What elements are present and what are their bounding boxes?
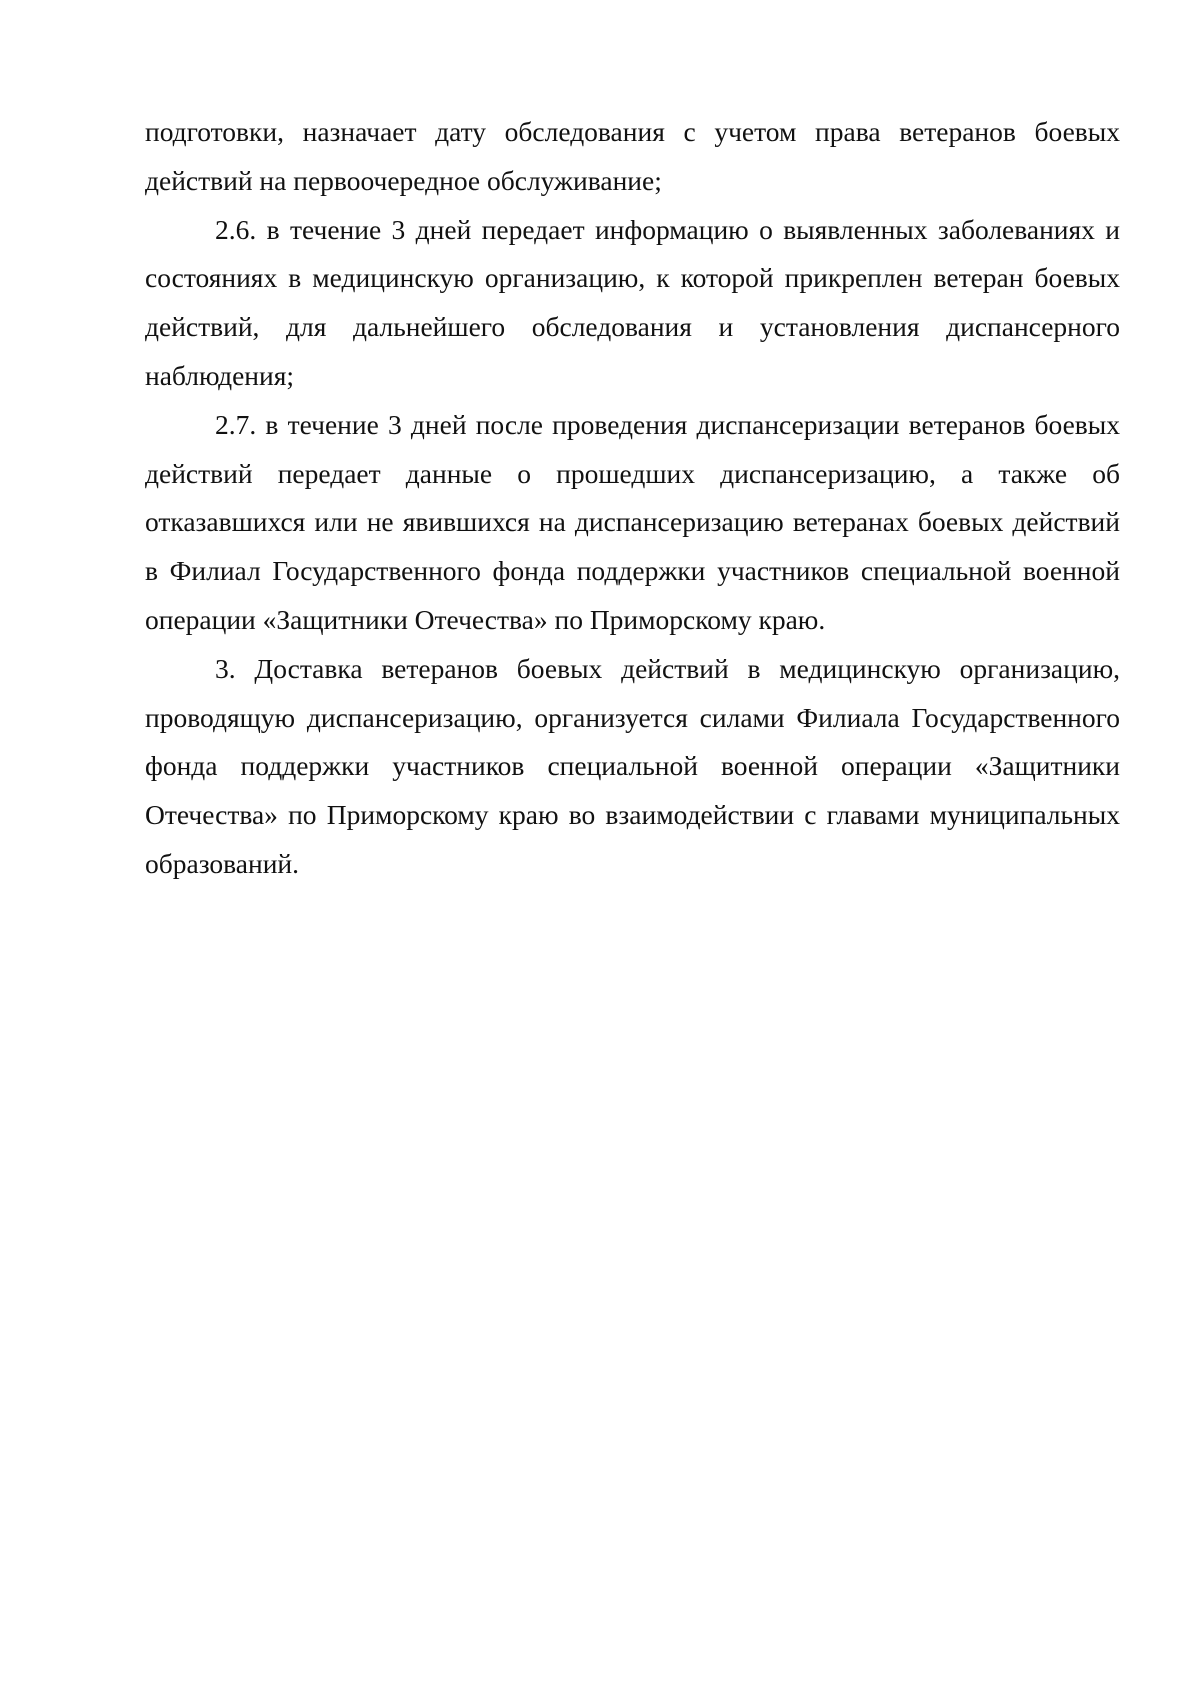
document-body (145, 108, 1120, 889)
paragraph-continuation: подготовки, назначает дату обследования с учетом права ветеранов боевых действий на первоочередное обслуживание; (145, 116, 1120, 196)
paragraph-item-2-6: 2.6. в течение 3 дней передает информацию о выявленных заболеваниях и состояниях в медицинскую организацию, к которой прикреплен ветеран боевых действий, для дальнейшего обследования и установления диспансерного наблюдения; (145, 213, 1120, 391)
paragraph-item-3: 3. Доставка ветеранов боевых действий в медицинскую организацию, проводящую диспансеризацию, организуется силами Филиала Государственного фонда поддержки участников специальной военной операции «Защитники Отечества» по Приморскому краю во взаимодействии с главами муниципальных образований. (145, 652, 1120, 879)
paragraph-item-2-7: 2.7. в течение 3 дней после проведения диспансеризации ветеранов боевых действий передает данные о прошедших диспансеризацию, а также об отказавшихся или не явившихся на диспансеризацию ветеранах боевых действий в Филиал Государственного фонда поддержки участников специальной военной операции «Защитники Отечества» по Приморскому краю. (145, 408, 1120, 635)
